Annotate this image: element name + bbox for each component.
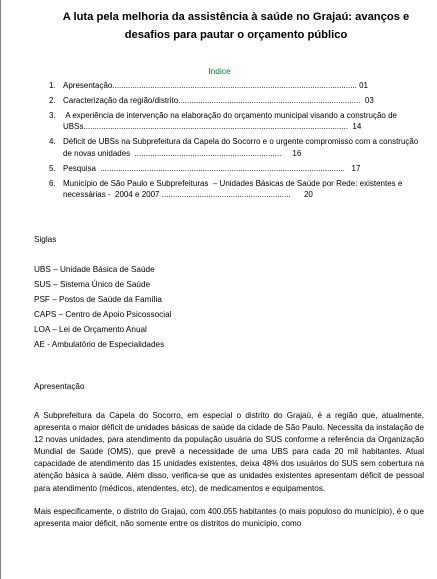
toc-entry[interactable] <box>49 95 419 107</box>
table-of-contents <box>49 80 419 201</box>
sigla-item: AE - Ambulatório de Especialidades <box>34 339 165 349</box>
toc-entry-number: 5. <box>49 163 56 173</box>
toc-entry-text: Pesquisa .............................................................................................................. 17 <box>63 163 361 173</box>
body-text <box>34 410 424 541</box>
toc-entry-number: 1. <box>49 81 56 90</box>
sigla-item: CAPS – Centro de Apoio Psicossocial <box>34 309 172 319</box>
sigla-item: SUS – Sistema Único de Saúde <box>34 279 151 289</box>
toc-entry-number: 6. <box>49 178 56 188</box>
toc-entry[interactable] <box>49 110 419 134</box>
toc-entry-text: Município de São Paulo e Subprefeituras – Unidades Básicas de Saúde por Rede: existentes e necessárias - 2004 e 2007 .......................................................... 20 <box>63 178 405 200</box>
toc-entry[interactable] <box>49 178 419 202</box>
toc-entry-number: 2. <box>49 95 56 105</box>
apresentacao-heading: Apresentação <box>34 382 85 391</box>
paragraph: Mais especificamente, o distrito do Grajaú, com 400.055 habitantes (o mais populoso do município), é o que apresenta maior déficit, não somente entre os distritos do município, como <box>34 506 424 528</box>
sigla-item: PSF – Postos de Saúde da Família <box>34 294 162 304</box>
toc-entry[interactable] <box>49 136 419 160</box>
toc-entry-text: Déficit de UBSs na Subprefeitura da Capela do Socorro e o urgente compromisso com a construção de novas unidades .................................................................. 16 <box>63 137 421 158</box>
toc-entry[interactable] <box>49 80 419 92</box>
index-heading: Indice <box>208 66 231 76</box>
sigla-item: LOA – Lei de Orçamento Anual <box>34 324 147 334</box>
sigla-item: UBS – Unidade Básica de Saúde <box>34 265 155 274</box>
toc-entry-text: Apresentação.............................................................................................................. 01 <box>63 81 368 90</box>
siglas-list <box>34 263 171 352</box>
toc-entry-text: Caracterização da região/distrito.................................................................................. 03 <box>63 95 374 105</box>
siglas-heading: Siglas <box>34 235 57 244</box>
toc-entry-number: 4. <box>49 137 56 147</box>
paragraph: A Subprefeitura da Capela do Socorro, em especial o distrito do Grajaú, é a região que, atualmente, apresenta o maior déficit de unidades básicas de saúde da cidade de São Paulo. Necessita da instalação de 12 novas unidades, para atendimento da população usuária do SUS conforme a referência da Organização Mundial de Saúde (OMS), que prevê a necessidade de uma UBS para cada 20 mil habitantes. Atual capacidade de atendimento das 15 unidades existentes, deixa 48% dos usuários do SUS sem cobertura na atenção básica à saúde. Além disso, verifica-se que as unidades existentes apresentam déficit de pessoal para atendimento (médicos, atendentes, etc), de medicamentos e equipamentos. <box>34 411 424 493</box>
document-title: A luta pela melhoria da assistência à saúde no Grajaú: avanços e desafios para pautar o orçamento público <box>62 11 410 41</box>
toc-entry-text: A experiência de intervenção na elaboração do orçamento municipal visando a construção de UBSs....................................................................................................................... 14 <box>63 110 400 132</box>
toc-entry-number: 3. <box>49 110 56 120</box>
toc-entry[interactable] <box>49 163 419 175</box>
